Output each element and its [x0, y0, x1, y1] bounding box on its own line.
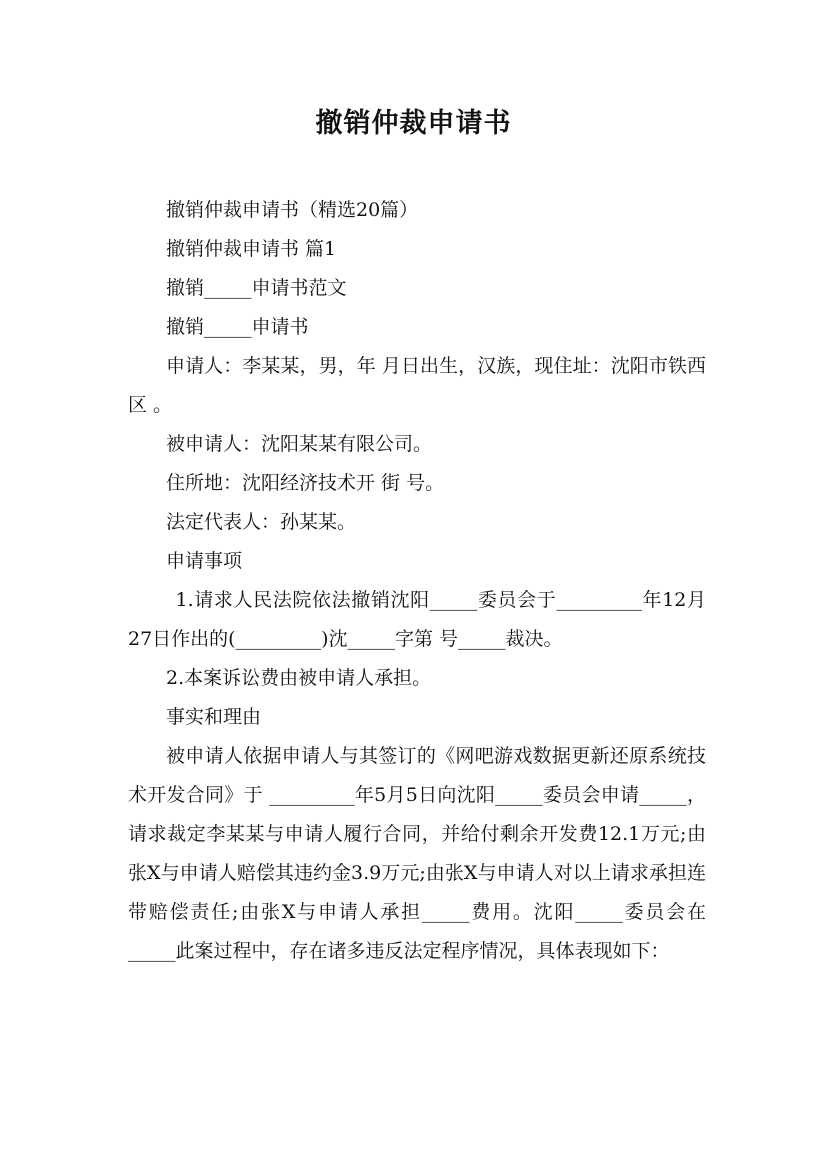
paragraph-legal-representative: 法定代表人：孙某某。: [166, 511, 357, 533]
paragraph-facts-heading: 事实和理由: [166, 706, 262, 728]
paragraph-section-heading: 撤销仲裁申请书 篇1: [166, 238, 337, 260]
paragraph-application-name: 撤销_____申请书: [166, 316, 309, 338]
paragraph-applicant: 申请人：李某某，男，年 月日出生，汉族，现住址：沈阳市铁西区 。: [128, 355, 706, 416]
paragraph-template-title: 撤销_____申请书范文: [166, 277, 347, 299]
paragraph-address: 住所地：沈阳经济技术开 街 号。: [166, 472, 445, 494]
paragraph-request-item-1: 1.请求人民法院依法撤销沈阳_____委员会于_________年12月27日作出的(_________)沈_____字第 号_____裁决。: [128, 589, 706, 650]
paragraph-request-heading: 申请事项: [166, 550, 243, 572]
paragraph-request-item-2: 2.本案诉讼费由被申请人承担。: [166, 667, 432, 689]
document-title: 撤销仲裁申请书: [315, 108, 512, 139]
paragraph-subtitle: 撤销仲裁申请书（精选20篇）: [166, 199, 419, 221]
paragraph-respondent: 被申请人：沈阳某某有限公司。: [166, 433, 433, 455]
document-body: [128, 191, 706, 971]
paragraph-facts-body: 被申请人依据申请人与其签订的《网吧游戏数据更新还原系统技术开发合同》于 _________年5月5日向沈阳_____委员会申请_____，请求裁定李某某与申请人履行合同，并给付剩余开发费12.1万元;由张X与申请人赔偿其违约金3.9万元;由张X与申请人对以上请求承担连带赔偿责任;由张X与申请人承担_____费用。沈阳_____委员会在_____此案过程中，存在诸多违反法定程序情况，具体表现如下：: [128, 745, 706, 962]
